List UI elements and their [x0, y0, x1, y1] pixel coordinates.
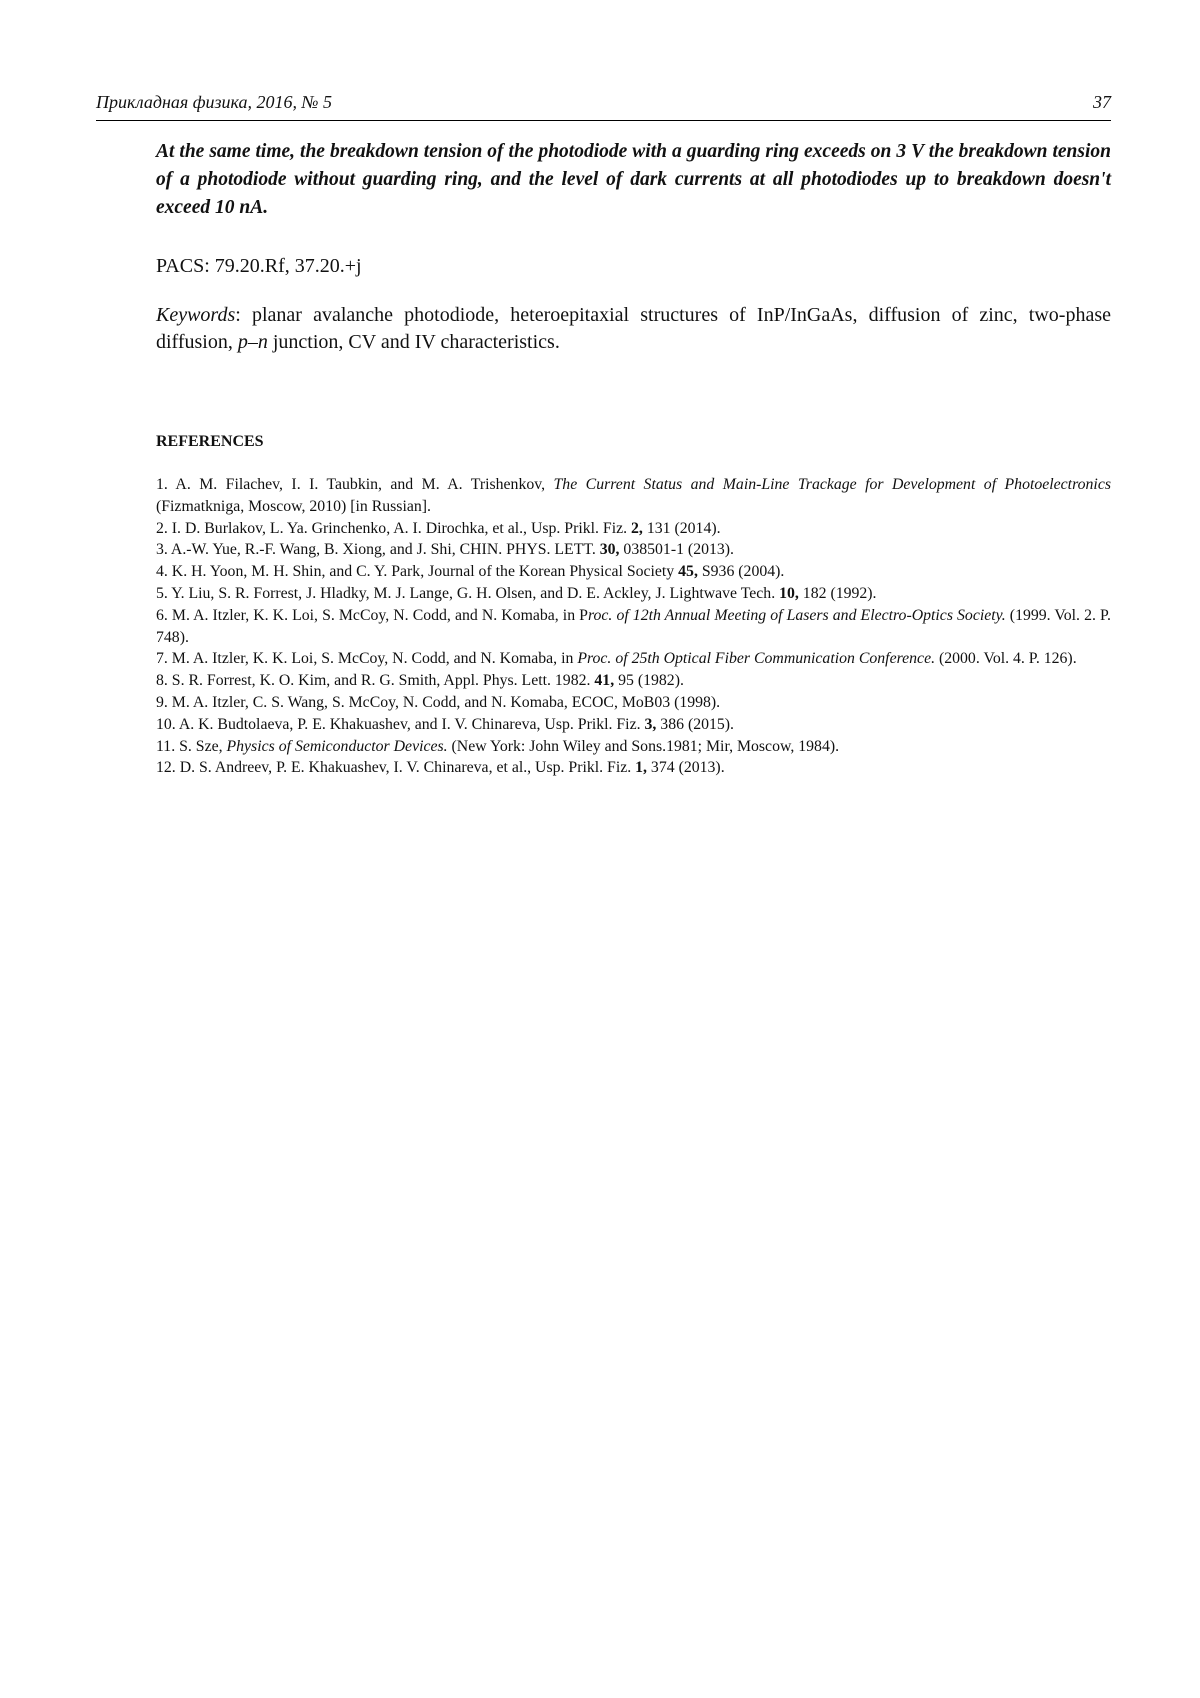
- reference-details: 386 (2015).: [656, 715, 735, 733]
- reference-title: The Current Status and Main-Line Trackage for Development of Photoelectronics: [553, 476, 1111, 493]
- page-number: 37: [1093, 92, 1111, 112]
- keywords-separator: :: [235, 304, 252, 326]
- reference-item: [156, 692, 1111, 714]
- reference-item: [156, 518, 1111, 540]
- reference-volume: 10,: [779, 584, 799, 602]
- reference-text: 10. A. K. Budtolaeva, P. E. Khakuashev, and I. V. Chinareva, Usp. Prikl. Fiz.: [156, 715, 645, 733]
- reference-details: 374 (2013).: [646, 759, 725, 777]
- page-content: [156, 138, 1111, 779]
- reference-volume: 45,: [678, 563, 698, 581]
- reference-volume: 30,: [599, 541, 620, 559]
- keywords: [156, 302, 1111, 356]
- reference-item: [156, 670, 1111, 692]
- reference-title: roc. of 12th Annual Meeting of Lasers and Electro-Optics Society.: [587, 606, 1006, 624]
- reference-details: 182 (1992).: [798, 584, 877, 602]
- reference-text: 3. A.-W. Yue, R.-F. Wang, B. Xiong, and J. Shi, CHIN. PHYS. LETT.: [156, 541, 600, 559]
- references-heading: REFERENCES: [156, 433, 264, 450]
- running-header: [96, 92, 1111, 121]
- reference-text: 1. A. M. Filachev, I. I. Taubkin, and M. A. Trishenkov,: [156, 476, 554, 493]
- reference-item: [156, 583, 1111, 605]
- reference-details: 038501-1 (2013).: [619, 541, 734, 559]
- journal-title: Прикладная физика, 2016, № 5: [96, 92, 332, 112]
- reference-item: [156, 539, 1111, 561]
- reference-text: 11. S. Sze,: [156, 737, 227, 755]
- pacs-codes: PACS: 79.20.Rf, 37.20.+j: [156, 255, 362, 277]
- reference-details: S936 (2004).: [697, 563, 785, 581]
- reference-volume: 3,: [644, 715, 657, 733]
- reference-details: 95 (1982).: [614, 672, 684, 690]
- reference-details: 131 (2014).: [642, 519, 721, 537]
- reference-details: (1999. Vol. 2. P. 748).: [156, 606, 1111, 646]
- reference-title: Physics of Semiconductor Devices.: [226, 737, 448, 755]
- keywords-label: Keywords: [156, 304, 236, 326]
- abstract-text: At the same time, the breakdown tension of the photodiode with a guarding ring exceeds on 3 V the breakdown tension of a photodiode without guarding ring, and the level of dark currents at all photodiodes up to breakdown doesn't exceed 10 nA.: [156, 141, 1111, 218]
- reference-details: (New York: John Wiley and Sons.1981; Mir, Moscow, 1984).: [447, 737, 840, 755]
- reference-volume: 2,: [631, 519, 643, 537]
- reference-item: [156, 736, 1111, 758]
- reference-text: 6. M. A. Itzler, K. K. Loi, S. McCoy, N. Codd, and N. Komaba, in P: [156, 606, 588, 624]
- reference-details: (Fizmatkniga, Moscow, 2010) [in Russian].: [156, 497, 431, 515]
- reference-text: 5. Y. Liu, S. R. Forrest, J. Hladky, M. J. Lange, G. H. Olsen, and D. E. Ackley, J. Lightwave Tech.: [156, 584, 780, 602]
- reference-text: 8. S. R. Forrest, K. O. Kim, and R. G. Smith, Appl. Phys. Lett. 1982.: [156, 672, 595, 690]
- reference-volume: 41,: [594, 672, 615, 690]
- reference-item: [156, 474, 1111, 518]
- reference-item: [156, 714, 1111, 736]
- keywords-text-1: planar avalanche photodiode, heteroepitaxial structures of InP/InGaAs, diffusion of zinc, two-phase diffusion,: [156, 304, 1112, 353]
- reference-text: 9. M. A. Itzler, C. S. Wang, S. McCoy, N. Codd, and N. Komaba, ECOC, MoB03 (1998).: [156, 693, 721, 711]
- reference-item: [156, 605, 1111, 649]
- reference-text: 7. M. A. Itzler, K. K. Loi, S. McCoy, N. Codd, and N. Komaba, in: [156, 650, 578, 668]
- reference-item: [156, 757, 1111, 779]
- reference-text: 12. D. S. Andreev, P. E. Khakuashev, I. V. Chinareva, et al., Usp. Prikl. Fiz.: [156, 759, 636, 777]
- keywords-text-2: junction, CV and IV characteristics.: [267, 331, 560, 353]
- references-list: [156, 474, 1111, 779]
- reference-title: Proc. of 25th Optical Fiber Communication Conference.: [577, 650, 936, 668]
- reference-details: (2000. Vol. 4. P. 126).: [935, 650, 1077, 668]
- reference-item: [156, 648, 1111, 670]
- reference-item: [156, 561, 1111, 583]
- reference-text: 4. K. H. Yoon, M. H. Shin, and C. Y. Park, Journal of the Korean Physical Society: [156, 563, 679, 581]
- keywords-pn: p–n: [237, 331, 268, 353]
- reference-text: 2. I. D. Burlakov, L. Ya. Grinchenko, A. I. Dirochka, et al., Usp. Prikl. Fiz.: [156, 519, 632, 537]
- reference-volume: 1,: [635, 759, 647, 777]
